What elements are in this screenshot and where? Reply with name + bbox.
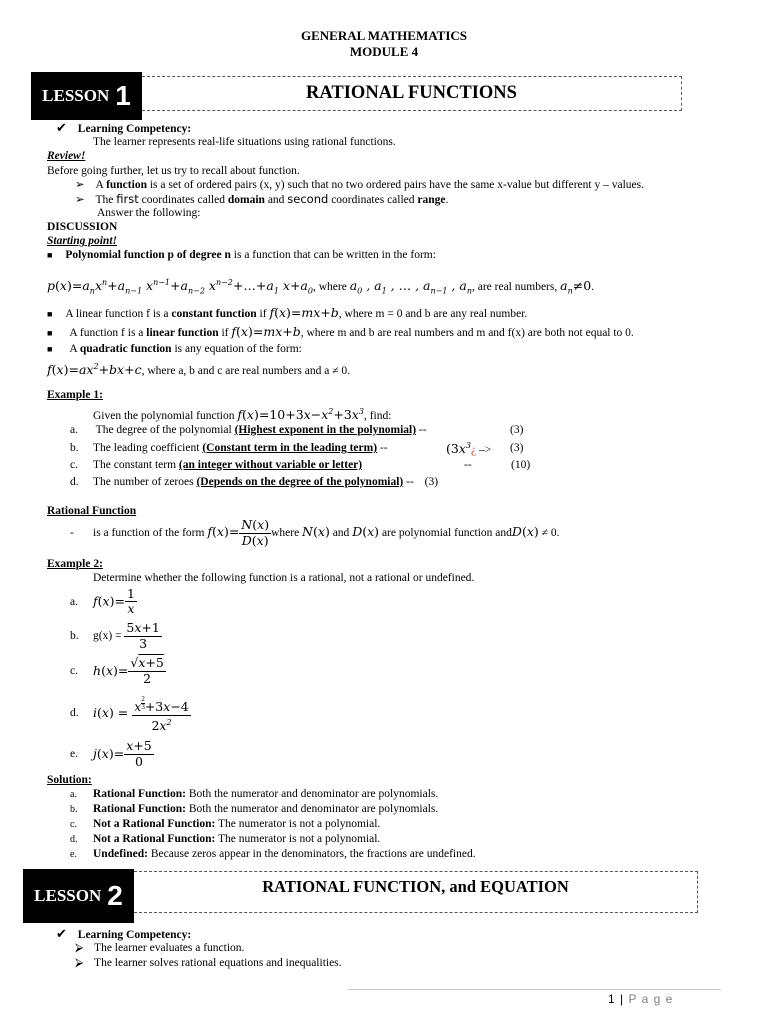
- solution-item: e. Undefined: Because zeros appear in the denominators, the fractions are undefined.: [70, 848, 476, 860]
- ex1-item-a: a. The degree of the polynomial (Highest exponent in the polynomial) -- (3): [70, 424, 524, 436]
- ex2-item-c: c. h(x)= $\frac{√x+5}{2}$: [70, 655, 164, 686]
- ex2-item-e: e. j(x)= $\frac{x+5}{0}$: [70, 738, 152, 769]
- lesson1-title: RATIONAL FUNCTIONS: [142, 76, 682, 111]
- ex2-item-a: a. f(x)= $\frac{1}{x}$: [70, 586, 135, 616]
- square-bullet-icon: ■: [47, 344, 53, 354]
- answer-following: Answer the following:: [97, 207, 201, 219]
- solution-item: a. Rational Function: Both the numerator and denominator are polynomials.: [70, 788, 439, 800]
- page-word: P a g e: [628, 992, 674, 1006]
- solution-label: Solution:: [47, 774, 92, 786]
- check-icon: ✔: [56, 120, 67, 135]
- starting-point: Starting point!: [47, 235, 117, 247]
- square-bullet-icon: ■: [47, 328, 53, 338]
- arrow-bullet-icon: ➢: [75, 179, 85, 191]
- solution-list: [70, 787, 476, 862]
- solution-item: b. Rational Function: Both the numerator and denominator are polynomials.: [70, 803, 439, 815]
- quadratic-formula: $f(x)=ax^2+bx+c$, where a, b and c are real numbers and a ≠ 0.: [47, 362, 351, 378]
- linear-function-def: ■ A function f is a linear function if f(x)=mx+b, where m and b are real numbers and m and f(x) are both not equal to 0.: [47, 324, 634, 339]
- discussion-heading: DISCUSSION: [47, 221, 118, 233]
- review-bullet-2: ➢ The first coordinates called domain and second coordinates called range.: [75, 192, 449, 206]
- arrow-bullet-icon: ⮚: [75, 957, 84, 969]
- quadratic-function-def: ■ A quadratic function is any equation of the form:: [47, 343, 302, 355]
- example1-label: Example 1:: [47, 389, 103, 401]
- lesson2-competency-row: [56, 927, 191, 942]
- arrow-bullet-icon: ➢: [75, 194, 85, 206]
- lesson2-competency-label: Learning Competency:: [77, 929, 192, 941]
- lesson2-word: LESSON: [34, 886, 102, 905]
- solution-item: d. Not a Rational Function: The numerator is not a polynomial.: [70, 833, 381, 845]
- review-bullet-1: ➢ A function is a set of ordered pairs (x, y) such that no two ordered pairs have the same x-value but different y – values.: [75, 179, 644, 191]
- ex2-item-d: d. i(x) = x $^{\frac{2}{3}}$ +3x−4 $2x^2$: [70, 692, 191, 734]
- ex1-item-c: c. The constant term (an integer without variable or letter) -- (10): [70, 459, 531, 471]
- ex1-item-b: b. The leading coefficient (Constant term in the leading term) -- ($3x^3¿$ –> (3): [70, 441, 524, 457]
- ex2-item-b: b. g(x) = $\frac{5x+1}{3}$: [70, 620, 160, 651]
- lesson1-word: LESSON: [42, 86, 110, 105]
- review-intro: Before going further, let us try to recall about function.: [47, 165, 300, 177]
- check-icon: ✔: [56, 926, 67, 941]
- lesson1-badge: [31, 72, 142, 120]
- example2-intro: Determine whether the following function is a rational, not a rational or undefined.: [93, 572, 475, 584]
- lesson2-title: RATIONAL FUNCTION, and EQUATION: [134, 871, 698, 913]
- solution-item: c. Not a Rational Function: The numerator is not a polynomial.: [70, 818, 381, 830]
- page-separator: |: [620, 992, 624, 1006]
- competency-label: Learning Competency:: [77, 123, 192, 135]
- arrow-bullet-icon: ⮚: [75, 942, 84, 954]
- page-number: 1: [608, 992, 615, 1006]
- poly-formula: $p(x)=a_nx^n+a_{n-1}$ $x^{n-1}+a_{n-2}$ $x^{n-2}+\dots+a_1$ $x+a_0$, where $a_0$ , $a_1$ , … , $a_{n-1}$ , $a_n$, are real numbers, $a_n\ne 0$.: [47, 278, 595, 296]
- document-header: [0, 28, 768, 60]
- poly-definition: ■ Polynomial function p of degree n is a function that can be written in the form:: [47, 249, 436, 261]
- lesson2-number: 2: [107, 880, 123, 911]
- example1-intro: Given the polynomial function $f(x)=10+3x-x^2+3x^3$, find:: [93, 407, 392, 423]
- lesson2-item-2: ⮚ The learner solves rational equations and inequalities.: [75, 957, 342, 969]
- lesson2-item-1: ⮚ The learner evaluates a function.: [75, 942, 245, 954]
- square-bullet-icon: ■: [47, 309, 53, 319]
- header-module: MODULE 4: [349, 44, 419, 59]
- footer-divider: [348, 989, 721, 990]
- rational-function-label: Rational Function: [47, 505, 137, 517]
- lesson1-number: 1: [115, 80, 131, 111]
- competency-text: The learner represents real-life situations using rational functions.: [93, 136, 396, 148]
- example2-label: Example 2:: [47, 558, 103, 570]
- competency-row: [56, 121, 191, 136]
- constant-function-def: ■ A linear function f is a constant function if f(x)=mx+b, where m = 0 and b are any real number.: [47, 305, 528, 320]
- lesson2-badge: [23, 869, 134, 923]
- square-bullet-icon: ■: [47, 250, 53, 260]
- review-label: Review!: [47, 150, 86, 162]
- rational-function-def: - is a function of the form f(x)= $\frac{N(x)}{D(x)}$ where N(x) and D(x) are polynomial function andD(x) ≠ 0.: [70, 517, 560, 548]
- header-title: GENERAL MATHEMATICS: [300, 28, 467, 43]
- page-footer: [608, 992, 673, 1006]
- ex1-item-d: d. The number of zeroes (Depends on the degree of the polynomial) -- (3): [70, 476, 439, 488]
